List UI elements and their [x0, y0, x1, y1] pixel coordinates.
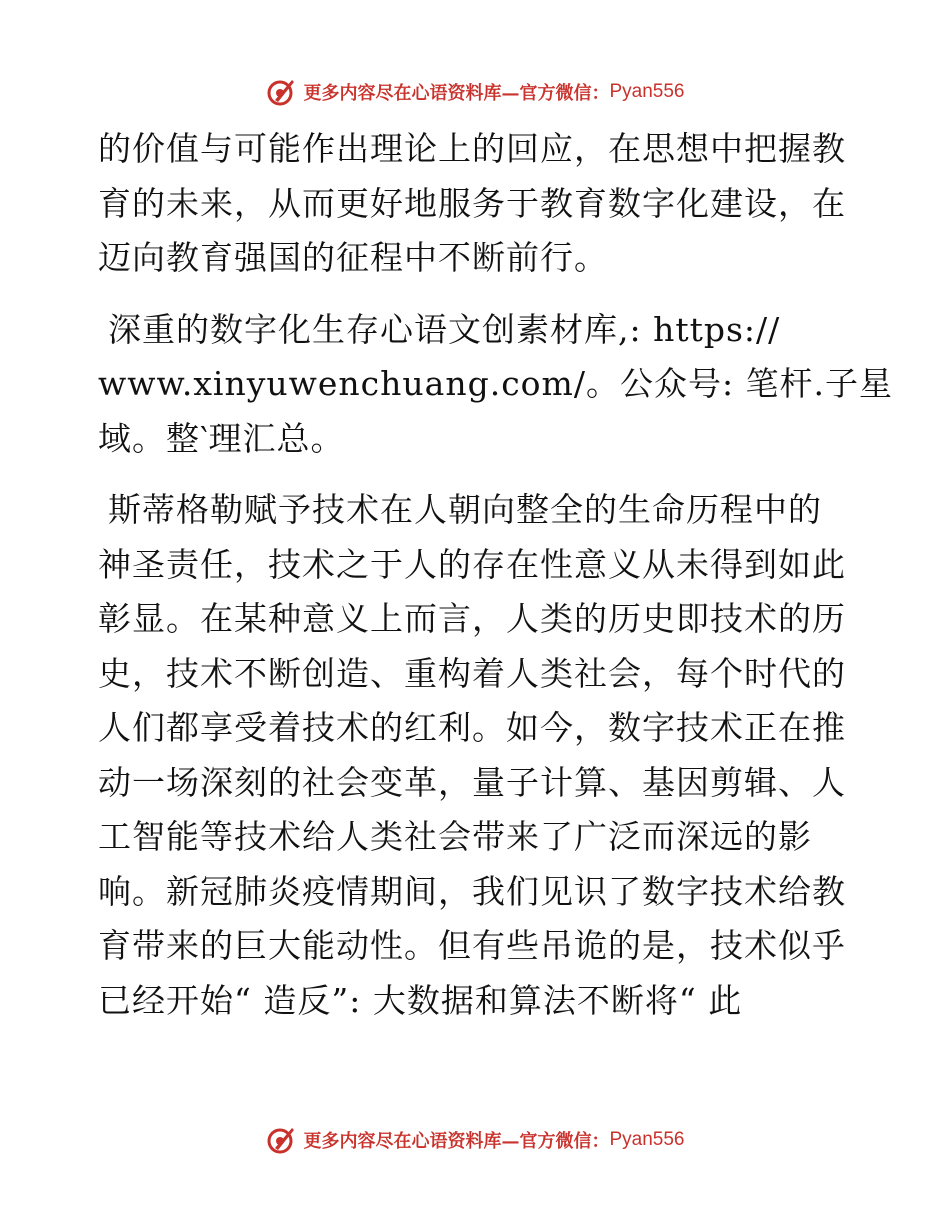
banner-text: 更多内容尽在心语资料库—官方微信： [303, 1131, 610, 1152]
text-line: 动一场深刻的社会变革，量子计算、基因剪辑、人 [98, 762, 846, 802]
banner-wechat-id: Pyan556 [609, 1129, 685, 1150]
text-line: 育带来的巨大能动性。但有些吊诡的是，技术似乎 [98, 926, 846, 965]
document-body [98, 122, 894, 1045]
text-line: 斯蒂格勒赋予技术在人朝向整全的生命历程中的 [108, 490, 822, 529]
text-line: 工智能等技术给人类社会带来了广泛而深远的影 [98, 817, 812, 856]
banner-wechat-id: Pyan556 [609, 81, 685, 102]
text-line: 彰显。在某种意义上而言，人类的历史即技术的历 [98, 599, 846, 638]
text-line: 的价值与可能作出理论上的回应，在思想中把握教 [98, 129, 846, 168]
paragraph-3 [98, 483, 858, 1028]
header-banner [0, 72, 950, 112]
paragraph-1 [98, 122, 858, 286]
text-line: 人们都享受着技术的红利。如今，数字技术正在推 [98, 708, 846, 747]
text-line: 神圣责任，技术之于人的存在性意义从未得到如此 [98, 544, 846, 584]
text-line: 迈向教育强国的征程中不断前行。 [98, 238, 608, 277]
footer-banner [0, 1120, 950, 1160]
text-line: www.xinyuwenchuang.com/。公众号: 笔杆.子星 [98, 364, 894, 403]
text-line: 深重的数字化生存心语文创素材库,: https:// [108, 309, 781, 349]
text-line: 域。整‵理汇总。 [98, 418, 345, 458]
paragraph-2 [98, 303, 894, 467]
text-line: 育的未来，从而更好地服务于教育数字化建设，在 [98, 183, 846, 223]
quill-logo-icon [265, 76, 297, 108]
text-line: 史，技术不断创造、重构着人类社会，每个时代的 [98, 653, 846, 693]
text-line: 已经开始“ 造反”: 大数据和算法不断将“ 此 [98, 980, 743, 1020]
text-line: 响。新冠肺炎疫情期间，我们见识了数字技术给教 [98, 871, 846, 911]
banner-text: 更多内容尽在心语资料库—官方微信： [303, 83, 610, 104]
quill-logo-icon [265, 1124, 297, 1156]
